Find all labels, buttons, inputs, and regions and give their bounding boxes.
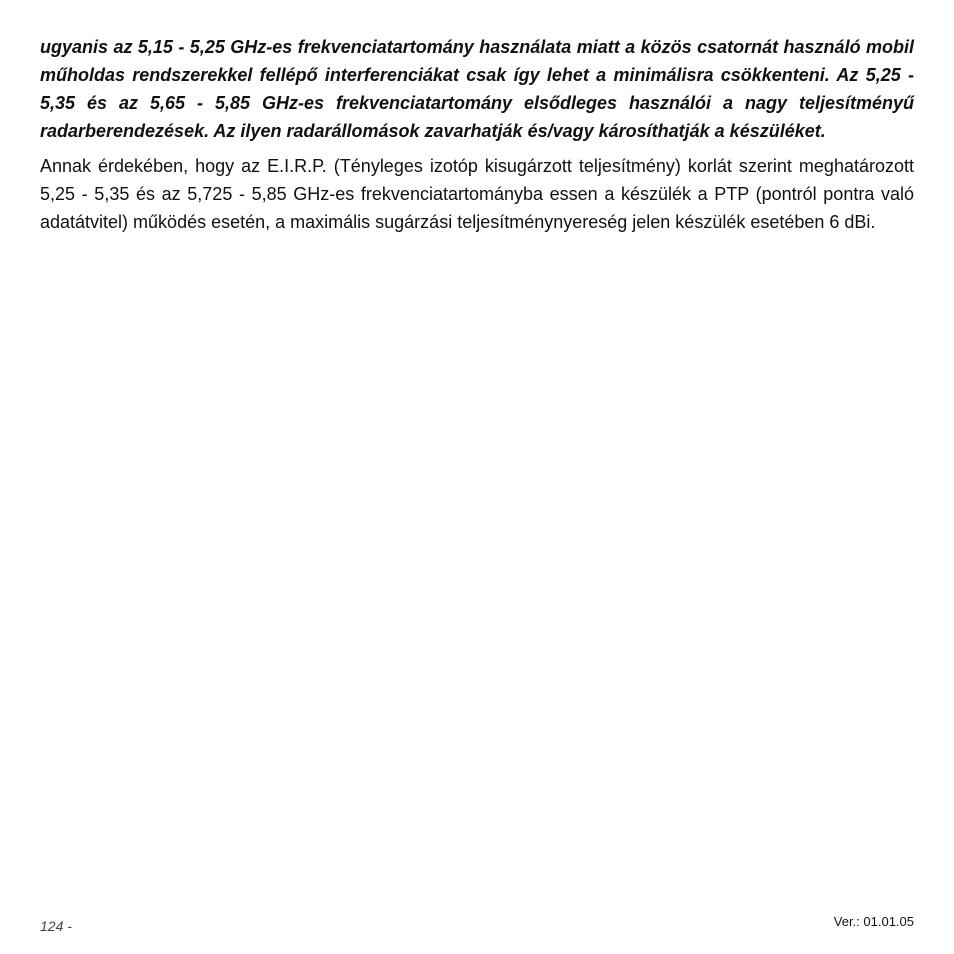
warning-paragraph: ugyanis az 5,15 - 5,25 GHz-es frekvenciatartomány használata miatt a közös csatornát használó mobil műholdas rendszerekkel fellépő interferenciákat csak így lehet a minimálisra csökkenteni. Az 5,25 - 5,35 és az 5,65 - 5,85 GHz-es frekvenciatartomány elsődleges használói a nagy teljesítményű radarberendezések. Az ilyen radarállomások zavarhatják és/vagy károsíthatják a készüléket. (40, 37, 914, 141)
version-label: Ver.: 01.01.05 (833, 914, 914, 929)
eirp-paragraph: Annak érdekében, hogy az E.I.R.P. (Tényleges izotóp kisugárzott teljesítmény) korlát szerint meghatározott 5,25 - 5,35 és az 5,725 - 5,85 GHz-es frekvenciatartományba essen a készülék a PTP (pontról pontra való adatátvitel) működés esetén, a maximális sugárzási teljesítménynyereség jelen készülék esetében 6 dBi. (40, 156, 914, 232)
document-body (40, 33, 914, 236)
page-number: 124 - (40, 918, 72, 934)
